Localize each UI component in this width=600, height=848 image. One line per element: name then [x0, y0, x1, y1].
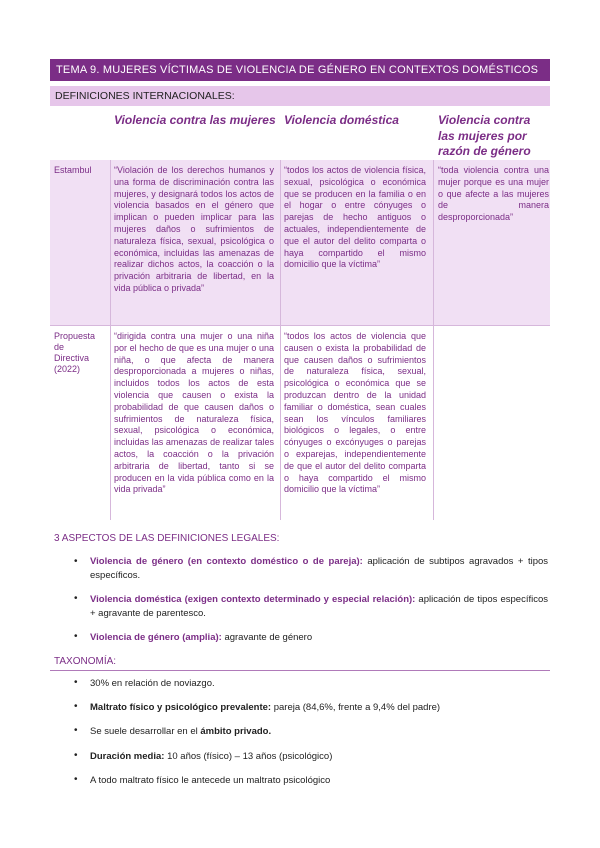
table-cell: “toda violencia contra una mujer porque es una mujer o que afecte a las mujeres de manera desproporcionada” — [438, 165, 549, 223]
column-header-violencia-razon-genero: Violencia contra las mujeres por razón de género — [438, 113, 531, 158]
aspect-item — [90, 555, 548, 583]
bullet-icon: • — [74, 593, 78, 604]
taxonomy-heading: TAXONOMÍA: — [54, 656, 117, 667]
row-label-estambul: Estambul — [54, 165, 92, 175]
aspect-term: Violencia de género (amplia): — [90, 632, 222, 643]
column-header-violencia-mujeres: Violencia contra las mujeres — [114, 113, 276, 127]
bullet-icon: • — [74, 631, 78, 642]
document-title: TEMA 9. MUJERES VÍCTIMAS DE VIOLENCIA DE GÉNERO EN CONTEXTOS DOMÉSTICOS — [50, 59, 550, 81]
table-cell: “todos los actos de violencia que causen o exista la probabilidad de que causen daños o sufrimientos de naturaleza física, sexual, psicológica o económica que se produzcan dentro de la unidad familiar o doméstica, sean cuales sean los vínculos familiares biológicos o legales, o entre cónyuges o excónyuges o parejas o exparejas, independientemente de que el autor del delito comparta o haya compartido el mismo domicilio que la víctima” — [284, 331, 426, 495]
aspect-item — [90, 631, 548, 645]
bullet-icon: • — [74, 556, 78, 567]
taxonomy-item: Duración media: 10 años (físico) – 13 años (psicológico) — [90, 751, 333, 762]
definitions-header: DEFINICIONES INTERNACIONALES: — [50, 86, 550, 106]
table-cell: “dirigida contra una mujer o una niña por el hecho de que es una mujer o una niña, o que afecta de manera desproporcionada a mujeres o niñas, incluidos todos los actos de esta violencia que causen o exista la probabilidad de que causen daños o sufrimientos de naturaleza física, sexual, psicológica o económica, incluidas las amenazas de realizar tales actos, la coacción o la privación arbitraria de libertad, tanto si se producen en la vida pública como en la vida privada” — [114, 331, 274, 495]
table-cell: “todos los actos de violencia física, sexual, psicológica o económica que se producen en la familia o en el hogar o entre cónyuges o parejas de hecho antiguos o actuales, independientemente de que el autor del delito comparta o haya compartido el mismo domicilio que la víctima” — [284, 165, 426, 270]
bullet-icon: • — [74, 725, 78, 736]
aspect-term: Violencia doméstica (exigen contexto determinado y especial relación): — [90, 594, 416, 605]
bullet-icon: • — [74, 750, 78, 761]
aspects-heading: 3 ASPECTOS DE LAS DEFINICIONES LEGALES: — [54, 533, 280, 544]
table-cell: “Violación de los derechos humanos y una forma de discriminación contra las mujeres, y designará todos los actos de violencia basados en el género que implican o pueden implicar para las mujeres daños o sufrimientos de naturaleza física, sexual, psicológica o económica, incluidas las amenazas de realizar dichos actos, la coacción o la privación arbitraria de libertad, en la vida pública o privada” — [114, 165, 274, 293]
bullet-icon: • — [74, 677, 78, 688]
aspect-text: agravante de género — [221, 632, 313, 643]
taxonomy-item: 30% en relación de noviazgo. — [90, 678, 215, 689]
taxonomy-item: A todo maltrato físico le antecede un maltrato psicológico — [90, 775, 331, 786]
aspect-term: Violencia de género (en contexto doméstico o de pareja): — [90, 556, 363, 567]
taxonomy-item: Se suele desarrollar en el ámbito privado. — [90, 726, 272, 737]
aspect-item — [90, 593, 548, 621]
row-label-propuesta-directiva: Propuesta de Directiva (2022) — [54, 331, 96, 374]
column-header-violencia-domestica: Violencia doméstica — [284, 113, 399, 127]
taxonomy-item: Maltrato físico y psicológico prevalente: pareja (84,6%, frente a 9,4% del padre) — [90, 702, 441, 713]
aspect-text: aplicación de subtipos agravados + tipos específicos. — [90, 556, 549, 581]
bullet-icon: • — [74, 774, 78, 785]
bullet-icon: • — [74, 701, 78, 712]
aspect-text: aplicación de tipos específicos + agravante de parentesco. — [90, 594, 549, 619]
